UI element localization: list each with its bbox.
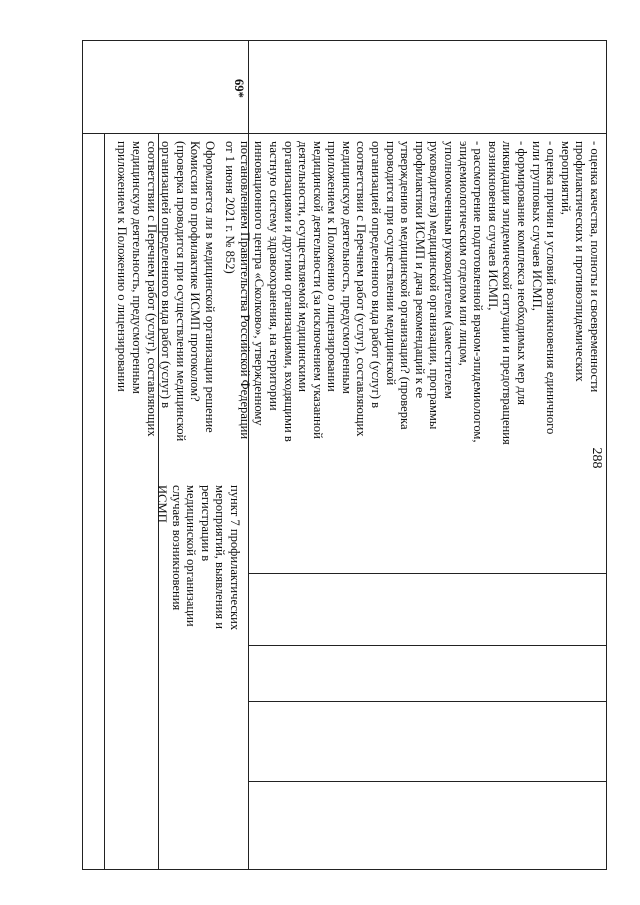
question-line: приложением к Положению о лицензировании bbox=[325, 141, 340, 392]
question-line: соответствии с Перечнем работ (услуг), составляющих bbox=[354, 141, 369, 437]
requirement-line: медицинской организации bbox=[184, 485, 199, 627]
question-line: - оценка причин и условий возникновения единичного bbox=[544, 141, 559, 435]
question-line: организациями и другими организациями, входящими в bbox=[281, 141, 296, 442]
checklist-table-page bbox=[82, 40, 607, 870]
question-line: руководителя) медицинской организации, программы bbox=[427, 141, 442, 430]
question-line: частную систему здравоохранения, на территории bbox=[266, 141, 281, 411]
column-divider bbox=[249, 701, 606, 702]
question-line: (проверка проводится при осуществлении медицинской bbox=[173, 141, 188, 442]
column-divider bbox=[249, 781, 606, 782]
question-line: эпидемиологическим отделом или лицом, bbox=[456, 141, 471, 366]
question-line: деятельности, осуществляемой медицинскими bbox=[296, 141, 311, 392]
column-divider bbox=[249, 573, 606, 574]
requirement-line: пункт 7 профилактических bbox=[228, 485, 242, 631]
question-line: приложением к Положению о лицензировании bbox=[115, 141, 130, 392]
page-number: 288 bbox=[589, 447, 604, 469]
question-line: медицинской деятельности (за исключением указанной bbox=[310, 141, 325, 439]
question-line: медицинскую деятельность, предусмотренным bbox=[339, 141, 354, 394]
question-line: утверждению в медицинской организации? (проверка bbox=[398, 141, 413, 430]
question-line: ликвидации эпидемической ситуации и предотвращения bbox=[500, 141, 515, 445]
question-line: уполномоченным руководителем (заместителем bbox=[442, 141, 457, 399]
question-line: медицинскую деятельность, предусмотренным bbox=[130, 141, 145, 394]
question-line: инновационного центра «Сколково», утвержденному bbox=[252, 141, 267, 426]
question-line: - формирование комплекса необходимых мер для bbox=[515, 141, 530, 406]
question-line: - оценка качества, полноты и своевременности bbox=[588, 141, 602, 393]
requirement-line: регистрации в bbox=[198, 485, 213, 562]
question-line: профилактических и противоэпидемических bbox=[573, 141, 588, 382]
column-divider bbox=[249, 645, 606, 646]
question-cell-prev bbox=[222, 141, 602, 521]
row-number: 69* bbox=[232, 79, 246, 98]
question-line: возникновения случаев ИСМП, bbox=[485, 141, 500, 311]
requirement-line: мероприятий, выявления и bbox=[213, 485, 228, 630]
question-line: организацией определенного вида работ (услуг) в bbox=[369, 141, 384, 409]
question-line: от 1 июня 2021 г. № 852) bbox=[223, 141, 238, 274]
question-line: или групповых случаев ИСМП, bbox=[529, 141, 544, 311]
question-cell-69 bbox=[87, 141, 217, 521]
question-line: Комиссии по профилактике ИСМП протоколом? bbox=[188, 141, 203, 402]
question-line: мероприятий, bbox=[558, 141, 573, 215]
question-line: проводится при осуществлении медицинской bbox=[383, 141, 398, 386]
checklist-table bbox=[82, 40, 607, 870]
requirement-line: ИСМП bbox=[155, 485, 170, 523]
question-line: Оформляется ли в медицинской организации решение bbox=[203, 141, 217, 433]
question-line: соответствии с Перечнем работ (услуг), составляющих bbox=[144, 141, 159, 437]
question-line: - рассмотрение подготовленной врачом-эпидемиологом, bbox=[471, 141, 486, 443]
row-divider bbox=[82, 133, 606, 134]
question-line: организацией определенного вида работ (услуг) в bbox=[159, 141, 174, 409]
question-line: профилактики ИСМП и дача рекомендаций к ее bbox=[412, 141, 427, 399]
question-line: постановлением Правительства Российской Федерации bbox=[237, 141, 252, 440]
requirement-cell-69 bbox=[152, 485, 242, 655]
requirement-line: случаев возникновения bbox=[169, 485, 184, 611]
